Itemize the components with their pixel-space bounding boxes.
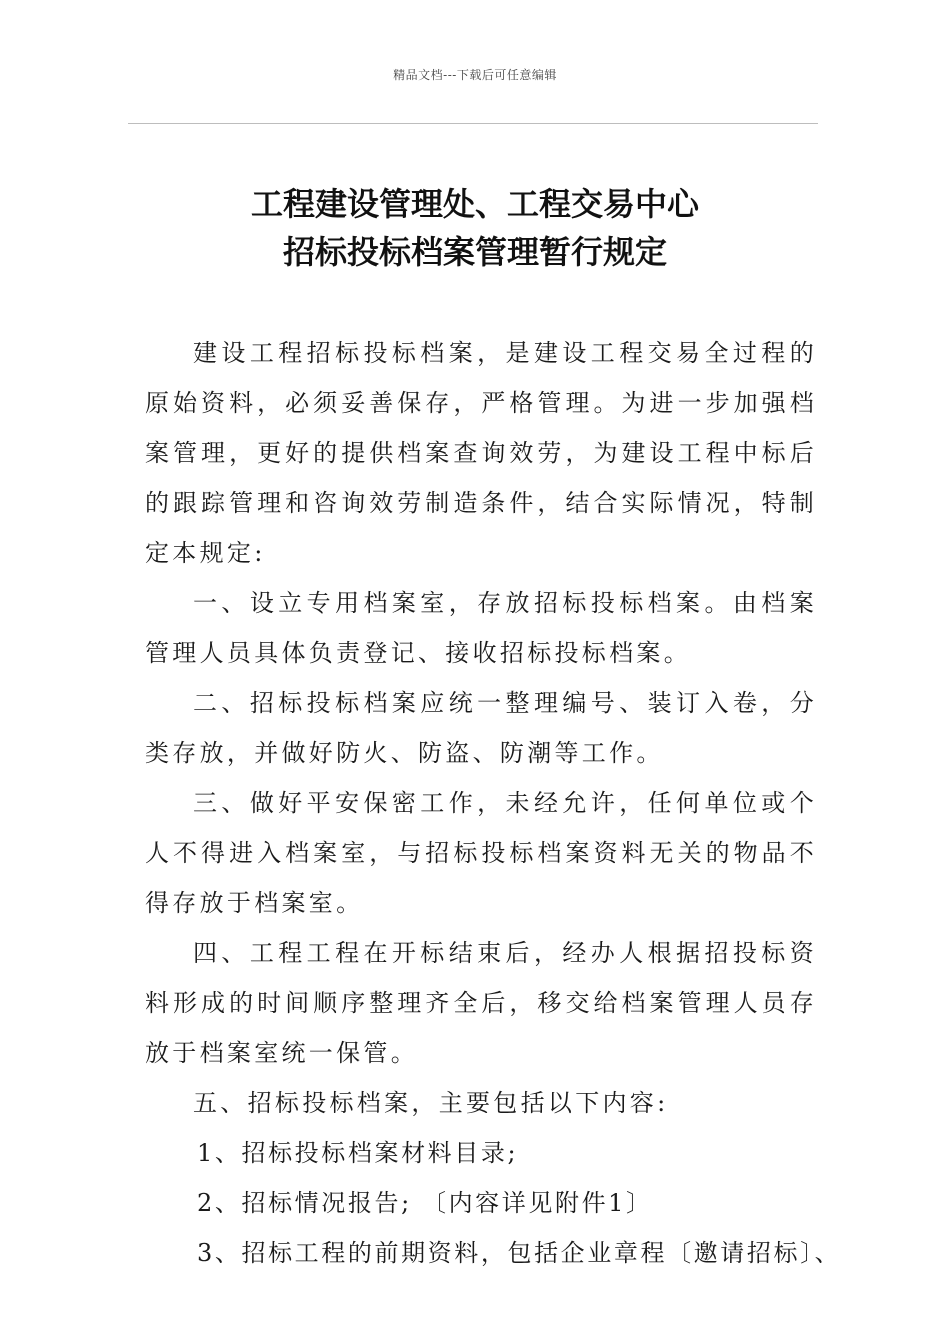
document-title [0,180,950,276]
header-divider [128,123,818,124]
paragraph-clause-1: 一、设立专用档案室，存放招标投标档案。由档案管理人员具体负责登记、接收招标投标档案。 [145,589,817,667]
paragraph-intro: 建设工程招标投标档案，是建设工程交易全过程的原始资料，必须妥善保存，严格管理。为进一步加强档案管理，更好的提供档案查询效劳，为建设工程中标后的跟踪管理和咨询效劳制造条件，结合实际情况，特制定本规定: [145,339,817,567]
paragraph-clause-4: 四、工程工程在开标结束后，经办人根据招投标资料形成的时间顺序整理齐全后，移交给档案管理人员存放于档案室统一保管。 [145,939,817,1067]
list-item: 2、招标情况报告; 〔内容详见附件1〕 [197,1189,653,1217]
list-item: 3、招标工程的前期资料，包括企业章程〔邀请招标〕、 [197,1239,842,1267]
document-body [145,328,842,1278]
list-item: 1、招标投标档案材料目录; [197,1139,519,1167]
paragraph-clause-5: 五、招标投标档案，主要包括以下内容: [193,1089,669,1117]
title-line-1: 工程建设管理处、工程交易中心 [250,185,699,223]
page-header: 精品文档---下载后可任意编辑 [393,68,557,82]
title-line-2: 招标投标档案管理暂行规定 [282,233,667,271]
paragraph-clause-3: 三、做好平安保密工作，未经允许，任何单位或个人不得进入档案室，与招标投标档案资料无关的物品不得存放于档案室。 [145,789,817,917]
paragraph-clause-2: 二、招标投标档案应统一整理编号、装订入卷，分类存放，并做好防火、防盗、防潮等工作。 [145,689,817,767]
